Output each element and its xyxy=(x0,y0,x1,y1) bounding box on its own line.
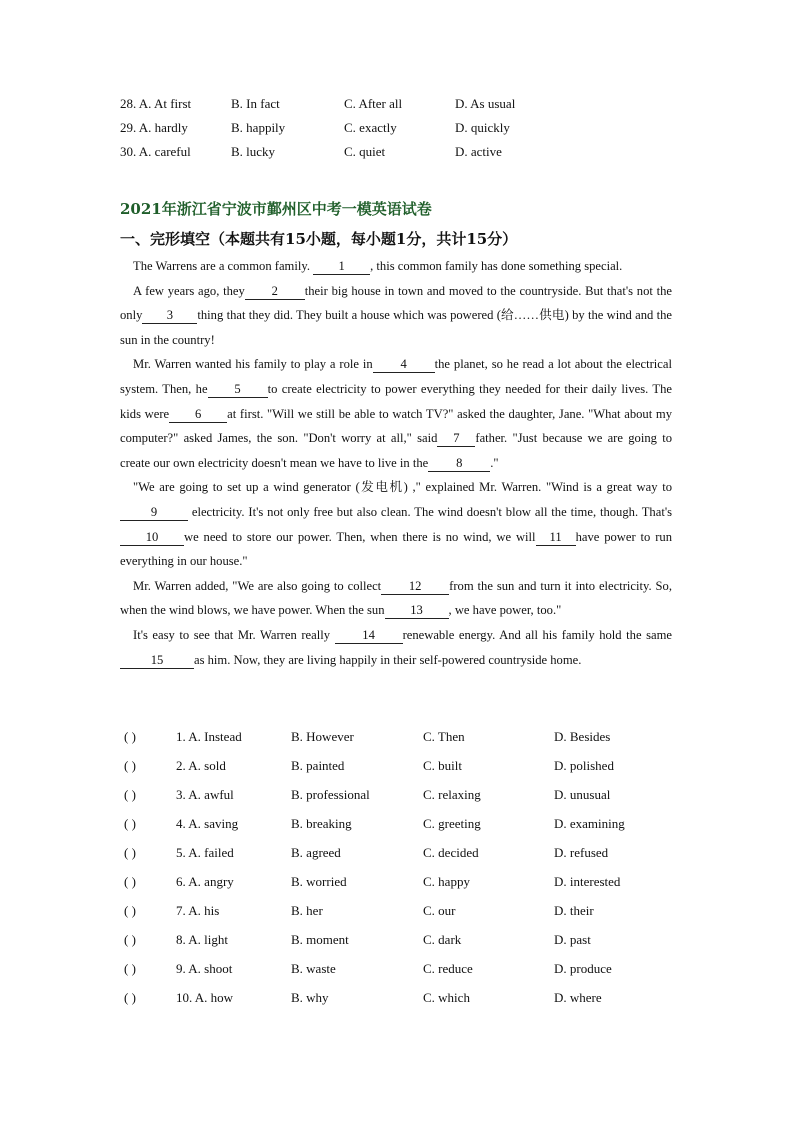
answer-paren: ( ) xyxy=(124,845,136,860)
option-row-3 xyxy=(120,787,680,809)
cloze-passage xyxy=(120,254,672,672)
option-d: D. As usual xyxy=(455,96,516,111)
option-b: B. agreed xyxy=(291,845,341,860)
paragraph-2: A few years ago, they 2 their big house in town and moved to the countryside. But that's not the only 3 thing that they did. They built a house which was powered (给……供电) by the wind and the sun in the country! xyxy=(120,283,672,347)
answer-paren: ( ) xyxy=(124,903,136,918)
answer-paren: ( ) xyxy=(124,874,136,889)
option-b: B. In fact xyxy=(231,96,280,111)
option-a: 5. A. failed xyxy=(176,845,234,860)
question-row-30 xyxy=(120,144,680,164)
option-a: 8. A. light xyxy=(176,932,229,947)
option-a: 7. A. his xyxy=(176,903,220,918)
option-b: B. her xyxy=(291,903,323,918)
option-d: D. active xyxy=(455,144,502,159)
option-b: B. moment xyxy=(291,932,349,947)
blank-13: 13 xyxy=(385,603,449,619)
answer-paren: ( ) xyxy=(124,729,136,744)
option-b: B. waste xyxy=(291,961,336,976)
option-b: B. However xyxy=(291,729,354,744)
option-d: D. polished xyxy=(554,758,614,773)
option-c: C. relaxing xyxy=(423,787,481,802)
option-c: C. dark xyxy=(423,932,462,947)
option-row-10 xyxy=(120,990,680,1012)
option-row-1 xyxy=(120,729,680,751)
option-c: C. decided xyxy=(423,845,479,860)
option-b: B. professional xyxy=(291,787,370,802)
blank-2: 2 xyxy=(245,284,305,300)
option-a: 1. A. Instead xyxy=(176,729,242,744)
option-d: D. interested xyxy=(554,874,621,889)
option-c: C. exactly xyxy=(344,120,397,135)
paragraph-3: Mr. Warren wanted his family to play a role in 4 the planet, so he read a lot about the electrical system. Then, he 5 to create electricity to power everything they needed for their daily lives. The kids were 6 at first. "Will we still be able to watch TV?" asked the daughter, Jane. "What about my computer?" asked James, the son. "Don't worry at all," said 7 father. "Just because we are going to create our own electricity doesn't mean we have to live in the 8 ." xyxy=(120,357,673,470)
paragraph-1: The Warrens are a common family. 1 , this common family has done something special. xyxy=(133,259,623,273)
option-a: 9. A. shoot xyxy=(176,961,233,976)
paragraph-4: "We are going to set up a wind generator (发电机) ," explained Mr. Warren. "Wind is a great way to9 electricity. It's not only free but also clean. The wind doesn't blow all the time, though. That's10 we need to store our power. Then, when there is no wind, we will 11 have power to run everything in our house." xyxy=(120,480,672,569)
option-row-6 xyxy=(120,874,680,896)
option-d: D. unusual xyxy=(554,787,611,802)
option-a: 4. A. saving xyxy=(176,816,239,831)
section-heading: 一、完形填空（本题共有15小题，每小题1分，共计15分） xyxy=(120,230,518,248)
option-a: 29. A. hardly xyxy=(120,120,188,135)
option-d: D. quickly xyxy=(455,120,510,135)
option-c: C. reduce xyxy=(423,961,473,976)
answer-paren: ( ) xyxy=(124,990,136,1005)
option-b: B. breaking xyxy=(291,816,352,831)
option-c: C. happy xyxy=(423,874,470,889)
option-b: B. why xyxy=(291,990,329,1005)
blank-3: 3 xyxy=(142,308,197,324)
question-row-28 xyxy=(120,96,680,116)
exam-title: 2021年浙江省宁波市鄞州区中考一模英语试卷 xyxy=(120,200,432,218)
option-b: B. happily xyxy=(231,120,286,135)
option-c: C. built xyxy=(423,758,463,773)
answer-paren: ( ) xyxy=(124,961,136,976)
blank-1: 1 xyxy=(313,259,370,275)
option-row-5 xyxy=(120,845,680,867)
answer-paren: ( ) xyxy=(124,758,136,773)
option-a: 3. A. awful xyxy=(176,787,234,802)
option-d: D. past xyxy=(554,932,591,947)
blank-10: 10 xyxy=(120,530,184,546)
option-a: 30. A. careful xyxy=(120,144,191,159)
blank-12: 12 xyxy=(381,579,449,595)
option-a: 2. A. sold xyxy=(176,758,226,773)
blank-9: 9 xyxy=(120,505,188,521)
option-b: B. worried xyxy=(291,874,347,889)
option-row-8 xyxy=(120,932,680,954)
option-d: D. produce xyxy=(554,961,612,976)
blank-4: 4 xyxy=(373,357,435,373)
question-row-29 xyxy=(120,120,680,140)
option-row-7 xyxy=(120,903,680,925)
blank-11: 11 xyxy=(536,530,576,546)
blank-6: 6 xyxy=(169,407,227,423)
answer-paren: ( ) xyxy=(124,816,136,831)
option-d: D. Besides xyxy=(554,729,611,744)
option-d: D. where xyxy=(554,990,602,1005)
blank-7: 7 xyxy=(437,431,475,447)
answer-paren: ( ) xyxy=(124,932,136,947)
option-c: C. which xyxy=(423,990,470,1005)
answer-paren: ( ) xyxy=(124,787,136,802)
option-c: C. Then xyxy=(423,729,465,744)
paragraph-6: It's easy to see that Mr. Warren really 14 renewable energy. And all his family hold the same15 as him. Now, they are living happily in their self-powered countryside home. xyxy=(120,623,672,672)
option-c: C. our xyxy=(423,903,456,918)
option-row-2 xyxy=(120,758,680,780)
option-c: C. After all xyxy=(344,96,403,111)
option-d: D. examining xyxy=(554,816,625,831)
option-c: C. quiet xyxy=(344,144,386,159)
option-a: 6. A. angry xyxy=(176,874,234,889)
paragraph-5: Mr. Warren added, "We are also going to collect 12 from the sun and turn it into electricity. So, when the wind blows, we have power. When the sun 13 , we have power, too." xyxy=(120,578,672,618)
blank-14: 14 xyxy=(335,628,403,644)
option-row-4 xyxy=(120,816,680,838)
option-b: B. lucky xyxy=(231,144,276,159)
option-a: 10. A. how xyxy=(176,990,234,1005)
blank-15: 15 xyxy=(120,653,194,669)
blank-5: 5 xyxy=(208,382,268,398)
option-row-9 xyxy=(120,961,680,983)
option-b: B. painted xyxy=(291,758,345,773)
option-d: D. their xyxy=(554,903,594,918)
option-a: 28. A. At first xyxy=(120,96,192,111)
option-d: D. refused xyxy=(554,845,609,860)
option-c: C. greeting xyxy=(423,816,481,831)
blank-8: 8 xyxy=(428,456,490,472)
